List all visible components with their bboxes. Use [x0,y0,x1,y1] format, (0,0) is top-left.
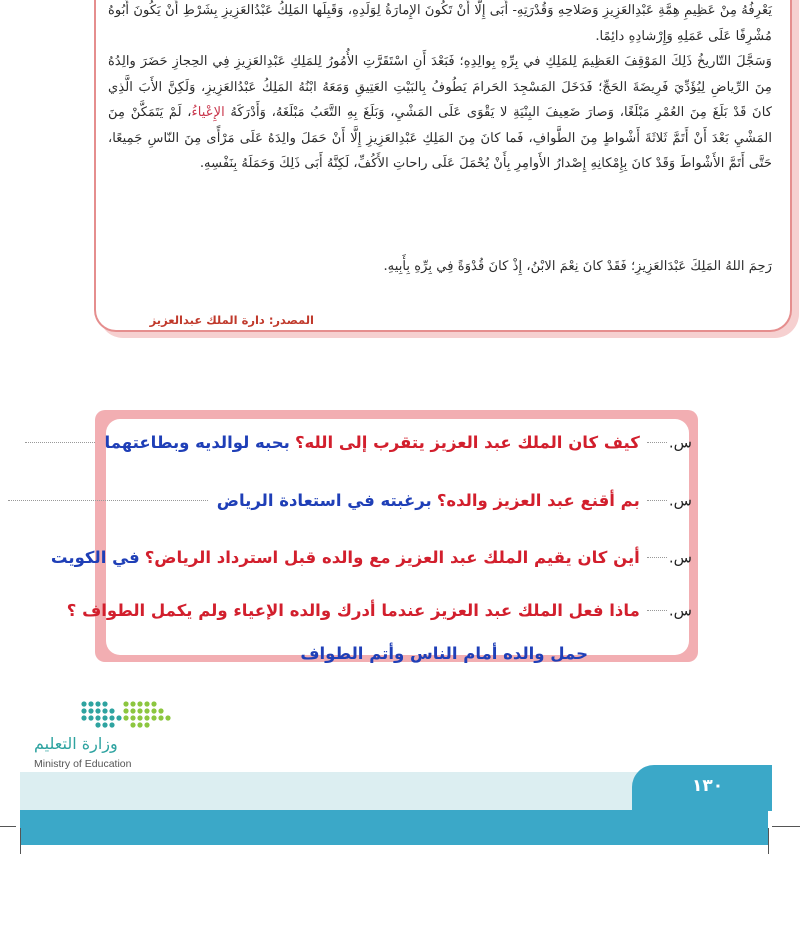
question-marker: س. [668,491,692,510]
passage-paragraph-1: يَعْرِفُهُ مِنْ عَظِيمِ هِمَّةِ عَبْدِالعَزِيزِ وَصَلاحِهِ وَقُدْرَتِهِ- أَبَى إِلَّا أَنْ تَكُونَ الإِمارَةُ لِوَلَدِهِ، وَقَبِلَها المَلِكُ عَبْدُالعَزِيزِ بِشَرْطِ أَنْ يَكُونَ أَبُوهُ مُشْرِفًا عَلَى عَمَلِهِ وَإِرْشادِهِ دائِمًا. [108,3,772,44]
footer-band [20,810,768,845]
question-marker: س. [668,601,692,620]
ministry-name-english: Ministry of Education [34,758,132,770]
question-marker: س. [668,433,692,452]
answer-text[interactable]: في الكويت [50,548,140,567]
dotted-line [8,500,208,501]
passage-box [94,0,792,332]
answer-text[interactable]: بحبه لوالديه وبطاعتهما [104,433,290,452]
crop-mark [0,826,16,827]
dotted-line [25,442,95,443]
question-text: أين كان يقيم الملك عبد العزيز مع والده قبل استرداد الرياض؟ [144,548,640,567]
source-citation: المصدر: دارة الملك عبدالعزيز [149,313,314,327]
dotted-line [647,500,667,501]
question-row-3 [50,547,692,587]
question-marker: س. [668,548,692,567]
passage-paragraph-2-end: ، لَمْ يَتَمَكَّنْ مِنَ المَشْيِ بَعْدَ أَنْ أَتَمَّ ثَلاثَةَ أَشْواطٍ مِنَ الطَّوافِ، فَما كانَ مِنَ المَلِكِ عَبْدِالعَزِيزِ إِلَّا أَنْ حَمَلَ والِدَهُ عَلَى مَرْأًى مِنَ النّاسِ جَمِيعًا، حَتَّى أَتَمَّ الأَشْواطَ وَقَدْ كانَ بِإِمْكانِهِ إِصْدارُ الأَوامِرِ بِأَنْ يُحْمَلَ عَلَى راحاتِ الأَكُفِّ، لَكِنَّهُ أَبَى ذَلِكَ وَحَمَلَهُ بِنَفْسِهِ. [108,105,772,171]
question-row-4 [66,600,692,640]
passage-paragraph-2-start: وَسَجَّلَ التّاريخُ ذَلِكَ المَوْقِفَ العَظِيمَ لِلمَلِكِ في بِرِّهِ بِوالِدِهِ؛ فَبَعْدَ أَنِ اسْتَقَرَّتِ الأُمُورُ لِلمَلِكِ عَبْدِالعَزِيزِ فِي الحِجازِ حَضَرَ والِدُهُ مِنَ الرِّياضِ لِيُؤَدِّيَ فَرِيضَةَ الحَجِّ؛ فَدَخَلَ المَسْجِدَ الحَرامَ يَطُوفُ بِالبَيْتِ العَتِيقِ وَمَعَهُ ابْنُهُ المَلِكُ عَبْدُالعَزِيزِ، وَلَكِنَّ الأَبَ الَّذِي كانَ قَدْ بَلَغَ مِنَ العُمْرِ مَبْلَغًا، وَصارَ ضَعِيفَ البِنْيَةِ لا يَقْوَى عَلَى المَشْيِ، وَبَلَغَ بِهِ التَّعَبُ مَبْلَغَهُ، وَأَدْرَكَهُ [108,54,772,120]
question-text: ماذا فعل الملك عبد العزيز عندما أدرك والده الإعياء ولم يكمل الطواف ؟ [66,601,640,620]
ministry-logo-icon [80,700,172,730]
answer-text-4[interactable]: حمل والده أمام الناس وأتم الطواف [300,644,588,663]
question-row-1 [104,432,692,472]
crop-mark [20,828,21,854]
ministry-name-arabic: وزارة التعليم [34,734,118,753]
dotted-line [647,442,667,443]
question-row-2 [112,490,692,530]
highlighted-word: الإِعْياءُ [191,105,225,120]
dotted-line [647,557,667,558]
dotted-line [647,610,667,611]
page-number: ١٣٠ [692,776,724,796]
answer-text[interactable]: برغبته في استعادة الرياض [216,491,432,510]
crop-mark [772,826,800,827]
question-text: كيف كان الملك عبد العزيز يتقرب إلى الله؟ [294,433,640,452]
passage-paragraph-3: رَحِمَ اللهُ المَلِكَ عَبْدَالعَزِيزِ؛ فَقَدْ كانَ نِعْمَ الابْنُ، إِذْ كانَ قُدْوَةً فِي بِرِّهِ بِأَبِيهِ. [383,259,772,274]
crop-mark [768,828,769,854]
passage-paragraph-2 [108,49,772,177]
question-text: بم أقنع عبد العزيز والده؟ [436,491,640,510]
